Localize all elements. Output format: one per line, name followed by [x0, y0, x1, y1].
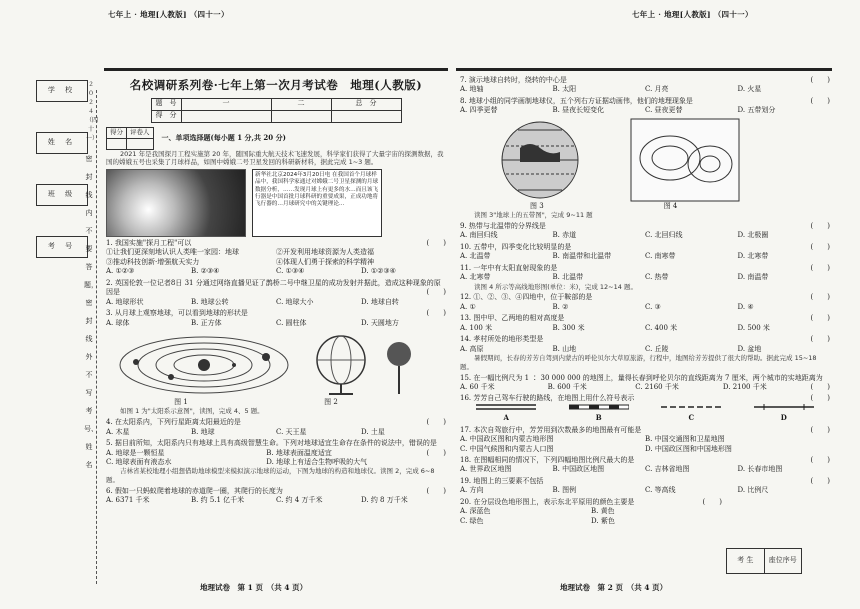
q16-a[interactable] [460, 404, 553, 424]
q1-a[interactable]: A. ①②③ [106, 267, 135, 276]
number-field: 考 号 [36, 236, 88, 258]
footer-page-2: 地理试卷 第 2 页 （共 4 页） [560, 583, 668, 592]
moon-photo [106, 169, 246, 237]
q1-stmt-1: ①让我们更深刻地认识人类唯一家园：地球 [106, 248, 239, 257]
globe-figure [301, 330, 421, 398]
page-1: 名校调研系列卷·七年上第一次月考试卷 地理(人教版) 题 号 一 二 总 分 得 分 得分 评卷人 一、单项选择题(每小题 1 分,共 20 分) 2021 年是我国探月工程实施第 20 年，随国际重大航天技术飞速发展，科学家们获得了大量宇宙的探测数据，我国的嫦娥五号也采集了月球样品，如图中嫦娥二号卫星发回的科研新材料，据此完成 1~3 题。 新华社北京2024年3月20日电 在我国首个月球样品中，我国科学家通过对嫦娥二号卫星探测的月球数据分析，……发现月球上有更多的水…而且该飞行器是中国首批月球科研的重要成果，正成功地将飞行器的…月球研究中的关键理论… 1. 我国实施"探月工程"可以 ( ) ①让我们更深刻地认识人类唯一家园：地球 ②开发利用地球资源为人类造福 ③推动科技创新·增强航天实力 ④体现人们勇于探索的科学精神 A. ①②③ B. ②③④ C. ①③④ D. ①②③④ 2. 英国伦敦一位记者8日 31 分通过网络直播见证了鹊桥二号中继卫星的成功发射并据此，造成这种现象的原因是 ( ) A. 地球形状 B. 地球公转 C. 地球大小 D. 地球自转 3. 从月球上观察地球，可以看到地球的形状是 ( ) A. 球体 B. 正方体 C. 圆柱体 D. 天圆地方 图 1 图 2 如图 1 为"太阳系示意图"，读图，完成 4、5 题。 4. 在太阳系内，下列行星距离太阳最近的是 ( ) A. 木星 B. 地球 C. 天王星 D. 土星 5. 据目前所知，太阳系内只有地球上具有高级智慧生命。下列对地球适宜生命存在条件的说法中，错误的是 ( ) A. 地球是一颗恒星 B. 地球表面温度适宜 C. 地球表面有液态水 D. 地球上有适合生物呼吸的大气 吉林省某校地理小组想借助地球模型来模拟演示地球的运动，下图为地球的构造和地球仪。读图 2，完成 6~8 题。 6. 假如一只蚂蚁爬着地球的赤道爬一圈，其爬行的长度为 ( ) A. 6371 千米 B. 约 5.1 亿千米 C. 约 4 万千米 D. 约 8 万千米 [106, 78, 446, 505]
contour-map-figure [630, 118, 740, 202]
q11-c[interactable]: C. 热带 [645, 273, 669, 282]
q3-a[interactable]: A. 球体 [106, 318, 130, 327]
q2-c[interactable]: C. 地球大小 [276, 297, 314, 306]
q20-c[interactable]: C. 绿色 [460, 516, 484, 525]
seat-label-a: 考 生 [737, 556, 754, 565]
footer-page-1: 地理试卷 第 1 页 （共 4 页） [200, 583, 308, 592]
q1-c[interactable]: C. ①③④ [276, 267, 305, 276]
q16-c[interactable] [645, 404, 738, 424]
q16-c-label: C [688, 413, 695, 423]
q9-a[interactable]: A. 南回归线 [460, 231, 498, 240]
section-heading: 一、单项选择题(每小题 1 分,共 20 分) [161, 133, 286, 143]
q19: 19. 地图上的三要素不包括 [460, 476, 544, 485]
q20-a[interactable]: A. 深蓝色 [460, 507, 491, 516]
q7: 7. 演示地球自转时，绕转的中心是 [460, 76, 567, 84]
fig4-caption: 图 4 [663, 201, 678, 210]
q3: 3. 从月球上观察地球，可以看到地球的形状是 [106, 309, 248, 318]
q19-c[interactable]: C. 等高线 [645, 486, 676, 495]
score-h3: 二 [271, 98, 331, 110]
score-h1: 题 号 [151, 98, 181, 110]
q4-b[interactable]: B. 地球 [191, 427, 215, 436]
q10-a[interactable]: A. 北温带 [460, 252, 491, 261]
q7-d[interactable]: D. 火星 [737, 85, 762, 94]
double-line-symbol [476, 404, 536, 410]
intro-4: 读图 3"地球上的五带图"，完成 9~11 题 [474, 211, 593, 220]
q16-d-label: D [780, 413, 787, 423]
q1: 1. 我国实施"探月工程"可以 [106, 239, 192, 248]
q13-d[interactable]: D. 500 米 [737, 323, 770, 332]
q10-c[interactable]: C. 南寒带 [645, 252, 676, 261]
q16-b[interactable] [553, 404, 646, 424]
q14-d[interactable]: D. 盆地 [737, 344, 762, 353]
q4-c[interactable]: C. 天王星 [276, 427, 307, 436]
q12-a[interactable]: A. ① [460, 302, 476, 311]
q11-a[interactable]: A. 北寒带 [460, 273, 491, 282]
q8-c[interactable]: C. 昼夜更替 [645, 106, 683, 115]
fig1-caption: 图 1 [174, 397, 188, 406]
q15-b[interactable]: B. 600 千米 [547, 382, 587, 391]
q11-b[interactable]: B. 北温带 [552, 273, 584, 282]
fig3-caption: 图 3 [530, 201, 544, 210]
q20-d[interactable]: D. 紫色 [591, 516, 615, 525]
q16-d[interactable] [738, 404, 831, 424]
railway-symbol [569, 404, 629, 410]
q9-b[interactable]: B. 赤道 [552, 231, 577, 240]
q17: 17. 本次自驾旅行中，芳芳用到次数最多的地图最有可能是 [460, 425, 642, 434]
q17-c[interactable]: C. 中国气候图和内蒙古人口图 [460, 444, 554, 453]
q16-a-label: A [503, 413, 509, 423]
q19-a[interactable]: A. 方向 [460, 486, 484, 495]
fig2-caption: 图 2 [324, 397, 338, 406]
q16-b-label: B [595, 413, 602, 423]
q11-d[interactable]: D. 南温带 [737, 273, 769, 282]
q18-b[interactable]: B. 中国政区地图 [552, 465, 605, 474]
q2-d[interactable]: D. 地球自转 [361, 297, 399, 306]
q7-b[interactable]: B. 太阳 [552, 85, 577, 94]
q9-d[interactable]: D. 北极圈 [737, 231, 769, 240]
q13-c[interactable]: C. 400 米 [645, 323, 678, 332]
grader-box [106, 127, 446, 150]
q17-a[interactable]: A. 中国政区图和内蒙古地形图 [460, 435, 554, 444]
q7-c[interactable]: C. 月亮 [645, 85, 669, 94]
q10: 10. 五带中，四季变化比较明显的是 [460, 242, 572, 251]
intro-3: 吉林省某校地理小组想借助地球模型来模拟演示地球的运动，下图为地球的构造和地球仪。读图 2，完成 6~8 题。 [106, 467, 435, 485]
seat-number-box [726, 548, 802, 574]
header-left: 七年上 · 地理[人教版] （四十一） [108, 10, 229, 19]
dashed-line-symbol [661, 404, 721, 410]
page-2: 7. 演示地球自转时，绕转的中心是 ( ) A. 地轴 B. 太阳 C. 月亮 D. 火星 8. 地球小组的同学画制地球仪，五个列右方证据动画伟，他们的地理现象是 ( ) A. 四季更替 B. 昼夜长短变化 C. 昼夜更替 D. 五带划分 图 3 图 4 读图 3"地球上的五带图"，完成 9~11 题 9. 热带与北温带的分界线是 ( ) A. 南回归线 B. 赤道 C. 北回归线 D. 北极圈 10. 五带中，四季变化比较明显的是 ( ) A. 北温带 B. 南温带和北温带 C. 南寒带 D. 北寒带 11. 一年中有太阳直射现象的是 ( ) A. 北寒带 B. 北温带 C. 热带 D. 南温带 读图 4 所示等高线地形图(单位：米)，完成 12~14 题。 12. ①、②、③、④四地中，位于鞍部的是 ( ) A. ① B. ② C. ③ D. ④ 13. 图中甲、乙两地的相对高度是 ( ) A. 100 米 B. 300 米 C. 400 米 D. 500 米 14. 孝村所处的地形类型是 ( ) A. 高原 B. 山地 C. 丘陵 D. 盆地 暑假期间，长春的芳芳自驾到内蒙古的呼伦贝尔大草原旅游，行程中，地图给芳芳提供了很大的帮助。据此完成 15~18 题。 15. 在一幅比例尺为 1 ∶ 30 000 000 的地图上，量得长春到呼伦贝尔的直线距离为 7 厘米，两个城市的实地距离为 ( ) A. 60 千米 B. 600 千米 C. 2160 千米 D. 2100 千米 16. 芳芳自己驾车行驶的路线，在地图上用什么符号表示 ( ) A B C D 17. 本次自驾旅行中，芳芳用到次数最多的地图最有可能是 ( ) A. 中国政区图和内蒙古地形图 B. 中国交通图和卫星地图 C. 中国气候图和内蒙古人口图 D. 中国政区图和中国地形图 18. 在图幅相同的情况下，下列四幅地图比例尺最大的是 ( ) A. 世界政区地图 B. 中国政区地图 C. 吉林省地图 D. 长春市地图 19. 地图上的三要素不包括 ( ) A. 方向 B. 图例 C. 等高线 D. 比例尺 20. 在分层设色地形图上，表示东北平原用的颜色主要是 ( ) A. 深蓝色 B. 黄色 C. 绿色 D. 紫色 [460, 76, 830, 525]
q12: 12. ①、②、③、④四地中，位于鞍部的是 [460, 293, 593, 302]
score-r1: 得 分 [151, 110, 181, 122]
seat-label-b: 座位序号 [764, 549, 802, 573]
q17-b[interactable]: B. 中国交通图和卫星地图 [645, 435, 725, 444]
q5-a[interactable]: A. 地球是一颗恒星 [106, 448, 165, 457]
q8: 8. 地球小组的同学画制地球仪，五个列右方证据动画伟，他们的地理现象是 [460, 96, 693, 105]
year-vertical: ２０２４（四十一） [86, 81, 99, 142]
top-rule-left [104, 68, 448, 71]
q1-stmt-2: ②开发利用地球资源为人类造福 [276, 248, 374, 257]
exam-title: 名校调研系列卷·七年上第一次月考试卷 地理(人教版) [129, 78, 423, 92]
q15-c[interactable]: C. 2160 千米 [635, 382, 679, 391]
q1-b[interactable]: B. ②③④ [191, 267, 220, 276]
q5-c[interactable]: C. 地球表面有液态水 [106, 457, 172, 466]
school-field: 学 校 [36, 80, 88, 102]
q14: 14. 孝村所处的地形类型是 [460, 335, 544, 344]
q18-a[interactable]: A. 世界政区地图 [460, 465, 512, 474]
q10-b[interactable]: B. 南温带和北温带 [552, 252, 612, 261]
q14-b[interactable]: B. 山地 [552, 344, 577, 353]
bridge-symbol [754, 404, 814, 410]
q14-a[interactable]: A. 高原 [460, 344, 484, 353]
q13: 13. 图中甲、乙两地的相对高度是 [460, 314, 565, 323]
q6-a[interactable]: A. 6371 千米 [106, 496, 150, 505]
q15: 15. 在一幅比例尺为 1 ∶ 30 000 000 的地图上，量得长春到呼伦贝尔的直线距离为 7 厘米，两个城市的实地距离为 [460, 373, 823, 382]
q3-c[interactable]: C. 圆柱体 [276, 318, 307, 327]
q19-b[interactable]: B. 图例 [552, 486, 577, 495]
q6: 6. 假如一只蚂蚁爬着地球的赤道爬一圈，其爬行的长度为 [106, 486, 283, 495]
q15-d[interactable]: D. 2100 千米 [722, 382, 767, 391]
q14-c[interactable]: C. 丘陵 [645, 344, 669, 353]
q4-d[interactable]: D. 土星 [361, 427, 385, 436]
score-h2: 一 [181, 98, 271, 110]
q8-a[interactable]: A. 四季更替 [460, 106, 498, 115]
name-field: 姓 名 [36, 132, 88, 154]
intro-5: 读图 4 所示等高线地形图(单位：米)，完成 12~14 题。 [474, 282, 637, 291]
q16: 16. 芳芳自己驾车行驶的路线，在地图上用什么符号表示 [460, 394, 635, 403]
q1-stmt-4: ④体现人们勇于探索的科学精神 [276, 257, 374, 266]
q6-c[interactable]: C. 约 4 万千米 [276, 496, 323, 505]
q9-c[interactable]: C. 北回归线 [645, 231, 683, 240]
q3-d[interactable]: D. 天圆地方 [361, 318, 399, 327]
q4-a[interactable]: A. 木星 [106, 427, 130, 436]
q5-d[interactable]: D. 地球上有适合生物呼吸的大气 [266, 457, 368, 466]
header-right: 七年上 · 地理[人教版] （四十一） [632, 10, 753, 19]
q12-d[interactable]: D. ④ [737, 302, 754, 311]
q1-stmt-3: ③推动科技创新·增强航天实力 [106, 257, 200, 266]
top-rule-right [456, 68, 832, 71]
score-h4: 总 分 [331, 98, 401, 110]
intro-2: 如图 1 为"太阳系示意图"，读图，完成 4、5 题。 [120, 407, 264, 416]
q18-d[interactable]: D. 长春市地图 [737, 465, 783, 474]
seal-line [96, 90, 97, 584]
seal-line-text: 密封线内不要答题，密封线外不写考号、姓名 [84, 155, 98, 469]
intro-6: 暑假期间，长春的芳芳自驾到内蒙古的呼伦贝尔大草原旅游，行程中，地图给芳芳提供了很大的帮助。据此完成 15~18 题。 [460, 353, 817, 371]
q2: 2. 英国伦敦一位记者8日 31 分通过网络直播见证了鹊桥二号中继卫星的成功发射并据此，造成这种现象的原因是 [106, 278, 441, 297]
q20: 20. 在分层设色地形图上，表示东北平原用的颜色主要是 [460, 497, 635, 506]
q17-d[interactable]: D. 中国政区图和中国地形图 [645, 444, 732, 453]
q2-a[interactable]: A. 地球形状 [106, 297, 144, 306]
five-zones-figure [480, 118, 600, 202]
q4: 4. 在太阳系内，下列行星距离太阳最近的是 [106, 418, 241, 427]
q15-a[interactable]: A. 60 千米 [460, 382, 495, 391]
q2-b[interactable]: B. 地球公转 [191, 297, 229, 306]
solar-system-figure [116, 332, 291, 398]
intro-1: 2021 年是我国探月工程实施第 20 年，随国际重大航天技术飞速发展，科学家们获得了大量宇宙的探测数据，我国的嫦娥五号也采集了月球样品，如图中嫦娥二号卫星发回的科研新材料，据此完成 1~3 题。 [106, 149, 444, 167]
q6-d[interactable]: D. 约 8 万千米 [361, 496, 408, 505]
q18: 18. 在图幅相同的情况下，下列四幅地图比例尺最大的是 [460, 456, 635, 464]
q8-b[interactable]: B. 昼夜长短变化 [552, 106, 605, 115]
q13-a[interactable]: A. 100 米 [460, 323, 493, 332]
q7-a[interactable]: A. 地轴 [460, 85, 484, 94]
class-field: 班 级 [36, 184, 88, 206]
q12-b[interactable]: B. ② [552, 302, 569, 311]
q20-b[interactable]: B. 黄色 [591, 507, 615, 516]
grader-score: 得分 [107, 127, 127, 138]
q18-c[interactable]: C. 吉林省地图 [645, 465, 690, 474]
q9: 9. 热带与北温带的分界线是 [460, 221, 546, 230]
q8-d[interactable]: D. 五带划分 [737, 106, 776, 115]
score-table [151, 98, 402, 123]
news-note: 新华社北京2024年3月20日电 在我国首个月球样品中，我国科学家通过对嫦娥二号卫星探测的月球数据分析，……发现月球上有更多的水…而且该飞行器是中国首批月球科研的重要成果，正成功地将飞行器的…月球研究中的关键理论… [252, 169, 382, 237]
q6-b[interactable]: B. 约 5.1 亿千米 [191, 496, 245, 505]
q1-d[interactable]: D. ①②③④ [361, 267, 396, 276]
q5: 5. 据目前所知，太阳系内只有地球上具有高级智慧生命。下列对地球适宜生命存在条件的说法中，错误的是 [106, 439, 437, 448]
q10-d[interactable]: D. 北寒带 [737, 252, 769, 261]
q3-b[interactable]: B. 正方体 [191, 318, 222, 327]
q11: 11. 一年中有太阳直射现象的是 [460, 263, 558, 272]
q13-b[interactable]: B. 300 米 [552, 323, 585, 332]
q5-b[interactable]: B. 地球表面温度适宜 [266, 448, 332, 457]
q12-c[interactable]: C. ③ [645, 302, 661, 311]
grader-name: 评卷人 [127, 127, 154, 138]
q19-d[interactable]: D. 比例尺 [737, 486, 769, 495]
